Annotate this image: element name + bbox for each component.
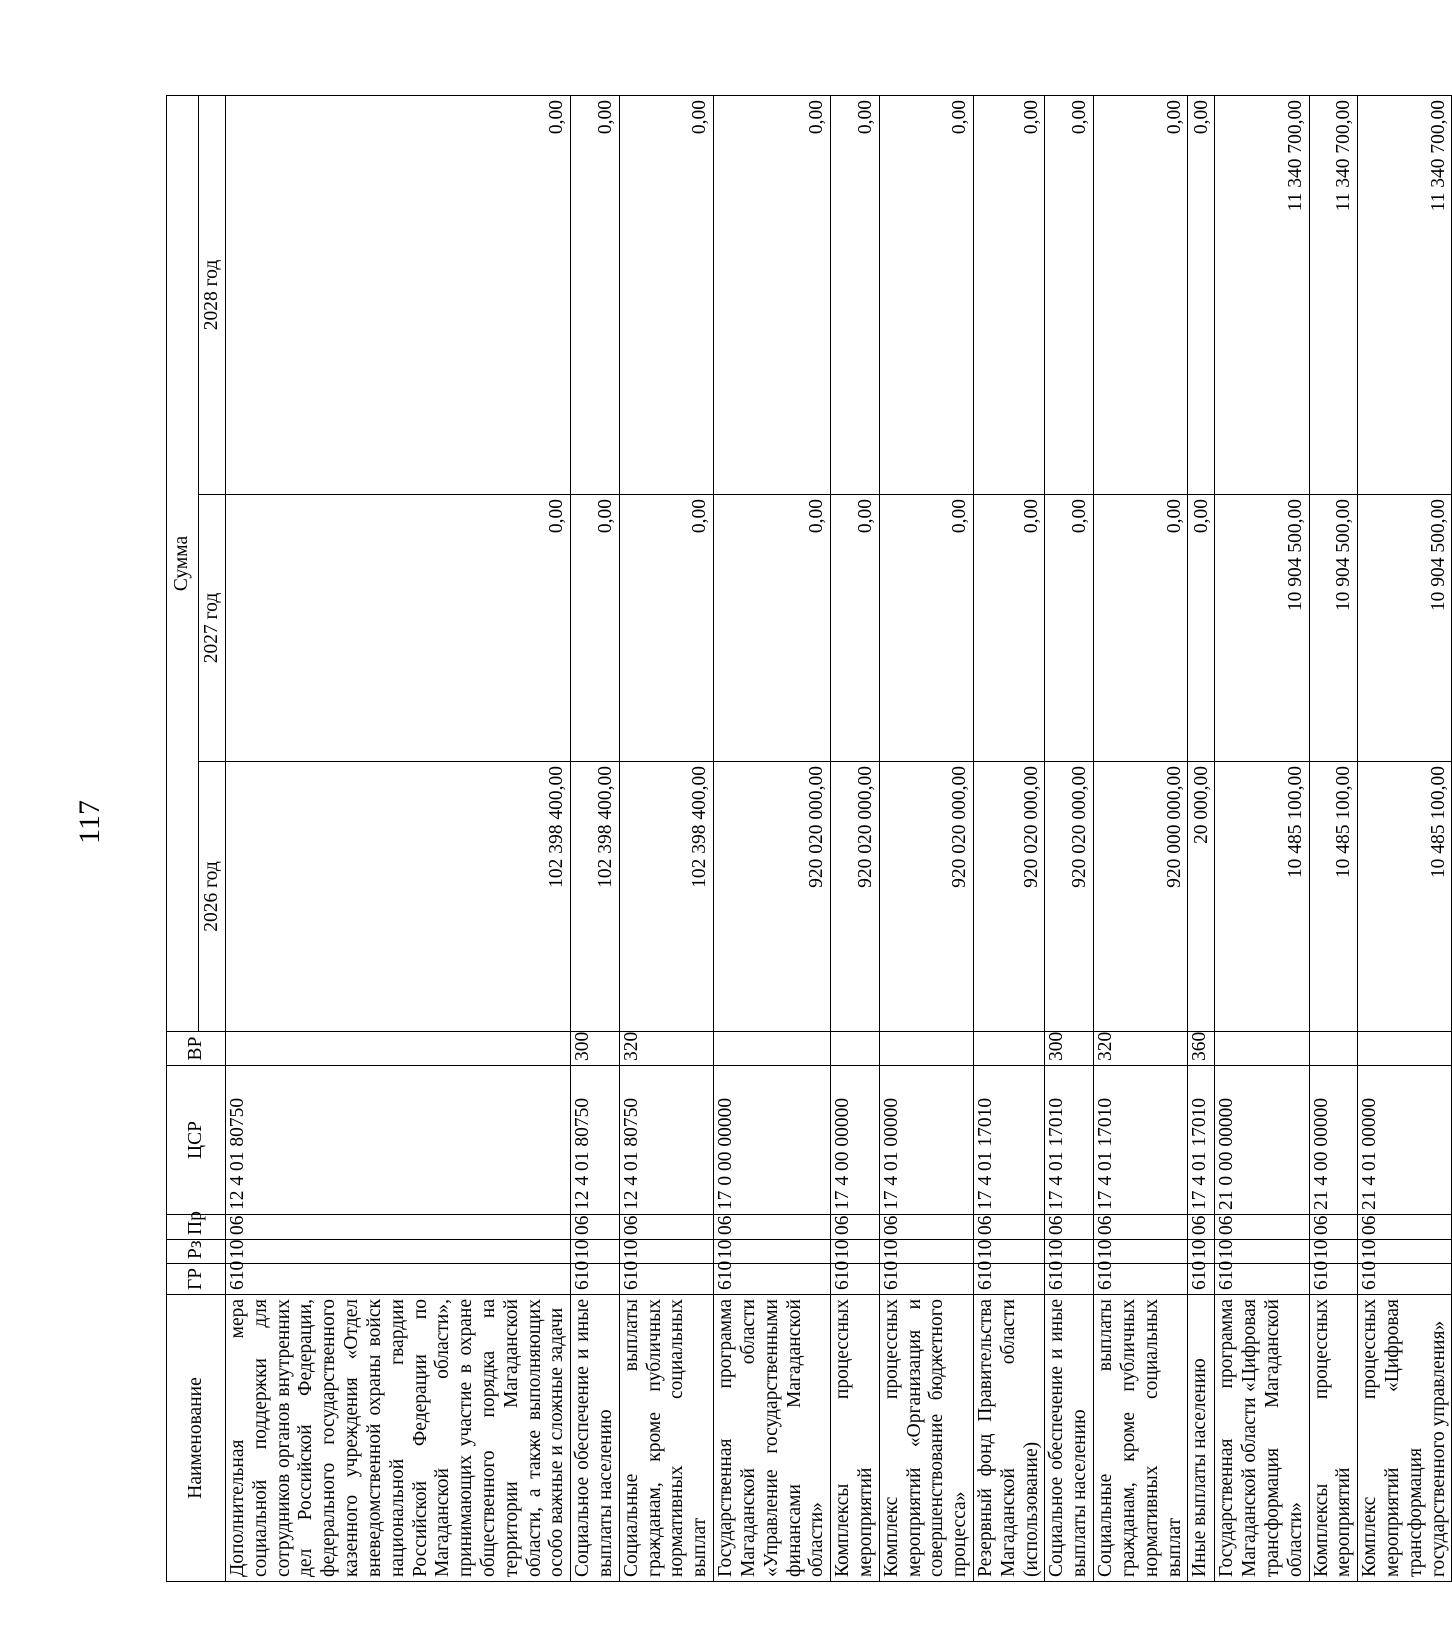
- header-year-2026: 2026 год: [199, 762, 226, 1032]
- cell-2028: 11 340 700,00: [1215, 96, 1309, 495]
- cell-gr: 610: [1309, 1264, 1358, 1295]
- cell-2026: 102 398 400,00: [571, 762, 620, 1032]
- cell-csr: 17 4 01 17010: [1188, 1066, 1215, 1215]
- cell-gr: 610: [619, 1264, 713, 1295]
- header-rz: Рз: [167, 1240, 226, 1264]
- cell-rz: 10: [879, 1240, 973, 1264]
- cell-csr: 12 4 01 80750: [226, 1066, 571, 1215]
- cell-2027: 10 904 500,00: [1215, 495, 1309, 762]
- cell-2027: 0,00: [1094, 495, 1188, 762]
- page-number: 117: [73, 800, 106, 844]
- cell-vr: [974, 1032, 1045, 1066]
- cell-2028: 0,00: [879, 96, 973, 495]
- cell-csr: 17 0 00 00000: [714, 1066, 831, 1215]
- cell-2027: 0,00: [619, 495, 713, 762]
- cell-pr: 06: [1188, 1215, 1215, 1240]
- header-gr: ГР: [167, 1264, 226, 1295]
- cell-pr: 06: [571, 1215, 620, 1240]
- rotated-page-content: [166, 96, 1449, 1582]
- cell-csr: 21 0 00 00000: [1215, 1066, 1309, 1215]
- cell-2028: 11 340 700,00: [1309, 96, 1358, 495]
- cell-2027: 0,00: [226, 495, 571, 762]
- cell-vr: 360: [1188, 1032, 1215, 1066]
- cell-vr: [831, 1032, 880, 1066]
- cell-2028: 0,00: [619, 96, 713, 495]
- cell-name: Резервный фонд Правительства Магаданской области (использование): [974, 1295, 1045, 1582]
- cell-gr: 610: [1215, 1264, 1309, 1295]
- cell-2027: 0,00: [831, 495, 880, 762]
- cell-gr: 610: [571, 1264, 620, 1295]
- cell-pr: 06: [1358, 1215, 1452, 1240]
- cell-pr: 06: [1309, 1215, 1358, 1240]
- header-csr: ЦСР: [167, 1066, 226, 1215]
- cell-csr: 17 4 01 00000: [879, 1066, 973, 1215]
- cell-pr: 06: [1094, 1215, 1188, 1240]
- table-row: [714, 96, 831, 1582]
- cell-2027: 0,00: [974, 495, 1045, 762]
- cell-pr: 06: [879, 1215, 973, 1240]
- cell-vr: [714, 1032, 831, 1066]
- table-body: [226, 96, 1452, 1582]
- cell-name: Комплекс процессных мероприятий «Цифровая трансформация государственного управления»: [1358, 1295, 1452, 1582]
- cell-2028: 0,00: [226, 96, 571, 495]
- cell-pr: 06: [226, 1215, 571, 1240]
- cell-2027: 10 904 500,00: [1309, 495, 1358, 762]
- table-row: [619, 96, 713, 1582]
- table-row: [879, 96, 973, 1582]
- cell-2028: 0,00: [1045, 96, 1094, 495]
- cell-gr: 610: [1358, 1264, 1452, 1295]
- cell-gr: 610: [1094, 1264, 1188, 1295]
- cell-name: Социальное обеспечение и иные выплаты населению: [1045, 1295, 1094, 1582]
- cell-pr: 06: [831, 1215, 880, 1240]
- header-year-2027: 2027 год: [199, 495, 226, 762]
- cell-name: Социальные выплаты гражданам, кроме публичных нормативных социальных выплат: [619, 1295, 713, 1582]
- cell-2028: 0,00: [1188, 96, 1215, 495]
- cell-vr: [879, 1032, 973, 1066]
- header-sum: Сумма: [167, 96, 199, 1032]
- table-row: [1094, 96, 1188, 1582]
- header-pr: Пр: [167, 1215, 226, 1240]
- cell-2026: 10 485 100,00: [1215, 762, 1309, 1032]
- cell-name: Государственная программа Магаданской области «Управление государственными финансами Магаданской области»: [714, 1295, 831, 1582]
- cell-pr: 06: [974, 1215, 1045, 1240]
- cell-rz: 10: [226, 1240, 571, 1264]
- header-name: Наименование: [167, 1295, 226, 1582]
- cell-2027: 0,00: [1045, 495, 1094, 762]
- cell-2026: 10 485 100,00: [1358, 762, 1452, 1032]
- cell-pr: 06: [619, 1215, 713, 1240]
- cell-gr: 610: [879, 1264, 973, 1295]
- cell-2026: 10 485 100,00: [1309, 762, 1358, 1032]
- cell-rz: 10: [1188, 1240, 1215, 1264]
- cell-2027: 0,00: [714, 495, 831, 762]
- cell-name: Иные выплаты населению: [1188, 1295, 1215, 1582]
- cell-csr: 17 4 00 00000: [831, 1066, 880, 1215]
- table-header: [167, 96, 226, 1582]
- cell-rz: 10: [1094, 1240, 1188, 1264]
- cell-rz: 10: [1309, 1240, 1358, 1264]
- table-row: [1188, 96, 1215, 1582]
- table-row: [1045, 96, 1094, 1582]
- cell-csr: 17 4 01 17010: [1094, 1066, 1188, 1215]
- cell-name: Дополнительная мера социальной поддержки для сотрудников органов внутренних дел Российской Федерации, федерального государственного казенного учреждения «Отдел вневедомственной охраны войск национальной гвардии Российской Федерации по Магаданской области», принимающих участие в охране общественного порядка на территории Магаданской области, а также выполняющих особо важные и сложные задачи: [226, 1295, 571, 1582]
- cell-vr: 320: [1094, 1032, 1188, 1066]
- budget-table: [166, 95, 1452, 1582]
- table-row: [1215, 96, 1309, 1582]
- cell-rz: 10: [1358, 1240, 1452, 1264]
- cell-rz: 10: [974, 1240, 1045, 1264]
- cell-pr: 06: [714, 1215, 831, 1240]
- table-row: [226, 96, 571, 1582]
- cell-2026: 20 000,00: [1188, 762, 1215, 1032]
- cell-gr: 610: [226, 1264, 571, 1295]
- header-year-2028: 2028 год: [199, 96, 226, 495]
- cell-vr: 320: [619, 1032, 713, 1066]
- table-row: [571, 96, 620, 1582]
- cell-2028: 0,00: [974, 96, 1045, 495]
- cell-vr: 300: [571, 1032, 620, 1066]
- cell-gr: 610: [831, 1264, 880, 1295]
- header-vr: ВР: [167, 1032, 226, 1066]
- cell-rz: 10: [714, 1240, 831, 1264]
- cell-2028: 0,00: [714, 96, 831, 495]
- cell-2026: 920 020 000,00: [831, 762, 880, 1032]
- cell-name: Социальное обеспечение и иные выплаты населению: [571, 1295, 620, 1582]
- cell-rz: 10: [1215, 1240, 1309, 1264]
- cell-name: Комплексы процессных мероприятий: [831, 1295, 880, 1582]
- cell-rz: 10: [619, 1240, 713, 1264]
- table-row: [831, 96, 880, 1582]
- cell-2027: 0,00: [1188, 495, 1215, 762]
- cell-pr: 06: [1215, 1215, 1309, 1240]
- cell-rz: 10: [571, 1240, 620, 1264]
- cell-2026: 920 020 000,00: [714, 762, 831, 1032]
- cell-2028: 11 340 700,00: [1358, 96, 1452, 495]
- cell-gr: 610: [714, 1264, 831, 1295]
- cell-vr: [1358, 1032, 1452, 1066]
- cell-gr: 610: [974, 1264, 1045, 1295]
- cell-csr: 17 4 01 17010: [974, 1066, 1045, 1215]
- cell-csr: 12 4 01 80750: [619, 1066, 713, 1215]
- cell-gr: 610: [1045, 1264, 1094, 1295]
- cell-2027: 0,00: [879, 495, 973, 762]
- cell-rz: 10: [1045, 1240, 1094, 1264]
- cell-pr: 06: [1045, 1215, 1094, 1240]
- cell-vr: 300: [1045, 1032, 1094, 1066]
- cell-vr: [1309, 1032, 1358, 1066]
- cell-vr: [226, 1032, 571, 1066]
- table-row: [974, 96, 1045, 1582]
- cell-csr: 21 4 00 00000: [1309, 1066, 1358, 1215]
- cell-csr: 17 4 01 17010: [1045, 1066, 1094, 1215]
- table-row: [1358, 96, 1452, 1582]
- cell-2026: 920 000 000,00: [1094, 762, 1188, 1032]
- cell-2028: 0,00: [571, 96, 620, 495]
- cell-2026: 920 020 000,00: [879, 762, 973, 1032]
- cell-name: Комплекс процессных мероприятий «Организация и совершенствование бюджетного процесса»: [879, 1295, 973, 1582]
- cell-2028: 0,00: [831, 96, 880, 495]
- cell-2028: 0,00: [1094, 96, 1188, 495]
- cell-2026: 102 398 400,00: [619, 762, 713, 1032]
- cell-csr: 12 4 01 80750: [571, 1066, 620, 1215]
- cell-name: Государственная программа Магаданской области «Цифровая трансформация Магаданской области»: [1215, 1295, 1309, 1582]
- cell-2027: 10 904 500,00: [1358, 495, 1452, 762]
- cell-rz: 10: [831, 1240, 880, 1264]
- cell-gr: 610: [1188, 1264, 1215, 1295]
- cell-2026: 920 020 000,00: [974, 762, 1045, 1032]
- cell-2026: 102 398 400,00: [226, 762, 571, 1032]
- cell-name: Социальные выплаты гражданам, кроме публичных нормативных социальных выплат: [1094, 1295, 1188, 1582]
- cell-2027: 0,00: [571, 495, 620, 762]
- cell-name: Комплексы процессных мероприятий: [1309, 1295, 1358, 1582]
- cell-2026: 920 020 000,00: [1045, 762, 1094, 1032]
- cell-csr: 21 4 01 00000: [1358, 1066, 1452, 1215]
- cell-vr: [1215, 1032, 1309, 1066]
- table-row: [1309, 96, 1358, 1582]
